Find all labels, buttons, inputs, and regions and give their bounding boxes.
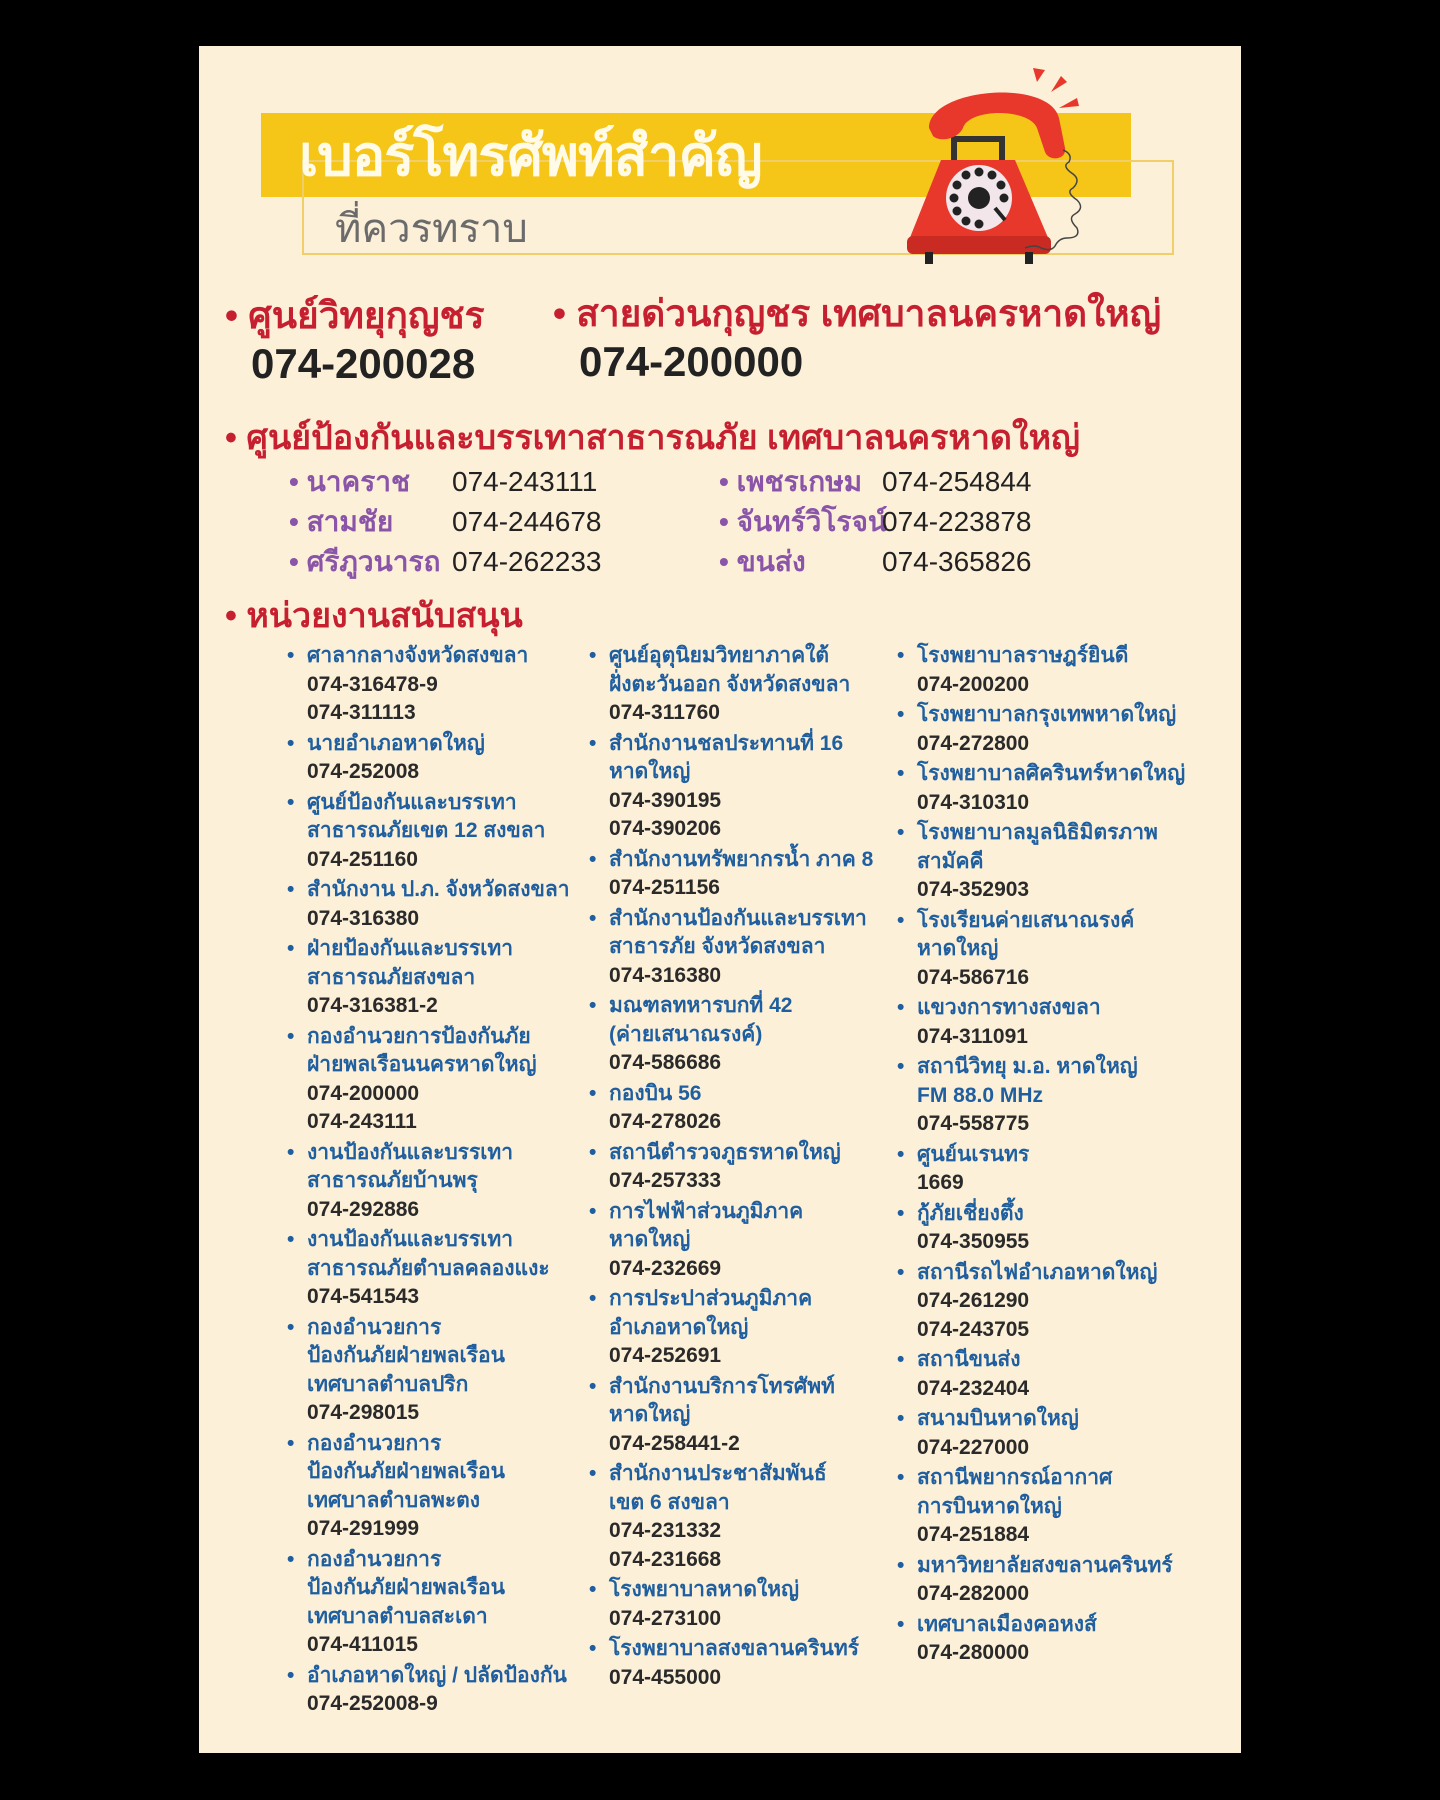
unit-name-line: • งานป้องกันและบรรเทา bbox=[307, 1228, 514, 1251]
unit-name-line: • โรงพยาบาลสงขลานครินทร์ bbox=[609, 1637, 859, 1660]
disaster-center-title: • ศูนย์ป้องกันและบรรเทาสาธารณภัย เทศบาลนครหาดใหญ่ bbox=[225, 418, 1080, 458]
unit-phone-number[interactable]: 074-280000 bbox=[917, 1641, 1030, 1664]
unit-name bbox=[589, 1080, 889, 1109]
unit-name-line: ฝั่งตะวันออก จังหวัดสงขลา bbox=[609, 672, 851, 696]
branch-name: • สามชัย bbox=[289, 502, 452, 542]
support-column-2 bbox=[589, 642, 889, 1694]
unit-phone-number[interactable]: 074-273100 bbox=[609, 1606, 722, 1630]
support-unit-item bbox=[897, 819, 1197, 905]
support-units-title: • หน่วยงานสนับสนุน bbox=[225, 596, 523, 636]
unit-name bbox=[897, 907, 1197, 964]
unit-name-line: • กองอำนวยการ bbox=[307, 1315, 442, 1339]
support-unit-item bbox=[287, 1226, 587, 1312]
unit-name-line: หาดใหญ่ bbox=[609, 1228, 691, 1251]
unit-name bbox=[287, 935, 587, 992]
unit-phone-number[interactable]: 074-352903 bbox=[917, 878, 1030, 901]
unit-phone-number[interactable]: 074-231332 bbox=[609, 1519, 722, 1542]
unit-name-line: หาดใหญ่ bbox=[609, 760, 691, 783]
unit-name-line: หาดใหญ่ bbox=[609, 1403, 691, 1426]
unit-phone-number[interactable]: 074-390195 bbox=[609, 788, 722, 812]
unit-phone-number[interactable]: 074-252008-9 bbox=[307, 1692, 438, 1715]
unit-name bbox=[287, 1430, 587, 1516]
unit-name-line: • โรงพยาบาลมูลนิธิมิตรภาพ bbox=[917, 821, 1158, 844]
unit-name bbox=[897, 1200, 1197, 1229]
unit-name bbox=[589, 1635, 889, 1664]
unit-name-line: • งานป้องกันและบรรเทา bbox=[307, 1140, 514, 1164]
unit-name-line: • แขวงการทางสงขลา bbox=[917, 996, 1101, 1019]
unit-name-line: เทศบาลตำบลสะเดา bbox=[307, 1604, 488, 1628]
branch-sriphuwanart bbox=[289, 542, 601, 582]
unit-name bbox=[589, 1198, 889, 1255]
unit-name-line: • สถานีรถไฟอำเภอหาดใหญ่ bbox=[917, 1260, 1158, 1284]
branch-number[interactable]: 074-223878 bbox=[882, 506, 1032, 537]
hotline-number[interactable]: 074-200028 bbox=[251, 340, 476, 387]
unit-phone-number[interactable]: 074-311760 bbox=[609, 701, 720, 724]
unit-phone-number[interactable]: 074-316380 bbox=[307, 906, 420, 930]
unit-name-line: • ศูนย์ป้องกันและบรรเทา bbox=[307, 790, 517, 814]
branch-name: • ขนส่ง bbox=[719, 542, 882, 582]
support-unit-item bbox=[287, 642, 587, 728]
unit-name bbox=[897, 1346, 1197, 1375]
support-unit-item bbox=[589, 1139, 889, 1196]
support-column-1 bbox=[287, 642, 587, 1721]
unit-name-line: สาธารณภัยบ้านพรุ bbox=[307, 1169, 478, 1192]
unit-name-line: • กู้ภัยเชี่ยงตึ้ง bbox=[917, 1201, 1024, 1225]
unit-name-line: สาธารณภัยสงขลา bbox=[307, 965, 476, 989]
branch-number[interactable]: 074-244678 bbox=[452, 506, 602, 537]
support-unit-item bbox=[897, 1053, 1197, 1139]
support-unit-item bbox=[897, 1346, 1197, 1403]
unit-name-line: FM 88.0 MHz bbox=[917, 1083, 1044, 1107]
unit-phone-number[interactable]: 074-291999 bbox=[307, 1517, 420, 1540]
hotline-radio-center bbox=[225, 294, 484, 390]
unit-phone-number[interactable]: 074-316381-2 bbox=[307, 994, 438, 1017]
support-unit-item bbox=[287, 876, 587, 933]
unit-phone-number[interactable]: 074-558775 bbox=[917, 1112, 1030, 1135]
support-unit-item bbox=[287, 1430, 587, 1544]
unit-phone-number[interactable]: 074-390206 bbox=[609, 817, 722, 840]
unit-phone-number[interactable]: 074-316380 bbox=[609, 963, 722, 987]
support-unit-item bbox=[287, 1023, 587, 1137]
unit-phone-number[interactable]: 074-227000 bbox=[917, 1435, 1030, 1459]
page-subtitle: ที่ควรทราบ bbox=[335, 207, 528, 251]
support-unit-item bbox=[589, 1080, 889, 1137]
unit-name-line: • อำเภอหาดใหญ่ / ปลัดป้องกัน bbox=[307, 1663, 567, 1687]
support-unit-item bbox=[287, 1546, 587, 1660]
support-unit-item bbox=[589, 1460, 889, 1574]
unit-name-line: (ค่ายเสนาณรงค์) bbox=[609, 1022, 763, 1046]
unit-phone-number[interactable]: 074-282000 bbox=[917, 1582, 1030, 1605]
unit-phone-number[interactable]: 074-243111 bbox=[307, 1110, 417, 1133]
support-unit-item bbox=[897, 1259, 1197, 1345]
unit-phone-number[interactable]: 074-586686 bbox=[609, 1051, 722, 1074]
support-unit-item bbox=[897, 994, 1197, 1051]
unit-phone-number[interactable]: 074-200200 bbox=[917, 672, 1030, 696]
branch-number[interactable]: 074-254844 bbox=[882, 466, 1032, 497]
support-unit-item bbox=[287, 1139, 587, 1225]
unit-name-line: • การไฟฟ้าส่วนภูมิภาค bbox=[609, 1199, 804, 1223]
rotary-telephone-icon bbox=[899, 68, 1129, 278]
unit-phone-number[interactable]: 074-292886 bbox=[307, 1197, 420, 1221]
unit-name bbox=[897, 1611, 1197, 1640]
support-unit-item bbox=[897, 642, 1197, 699]
unit-name-line: • โรงพยาบาลหาดใหญ่ bbox=[609, 1578, 800, 1601]
hotline-label: • ศูนย์วิทยุกุญชร bbox=[225, 294, 484, 338]
unit-name-line: • สำนักงานชลประทานที่ 16 bbox=[609, 731, 844, 755]
unit-name-line: เขต 6 สงขลา bbox=[609, 1490, 730, 1514]
unit-name bbox=[589, 992, 889, 1049]
unit-phone-number[interactable]: 074-311091 bbox=[917, 1024, 1028, 1048]
support-unit-item bbox=[897, 701, 1197, 758]
unit-name-line: สาธารภัย จังหวัดสงขลา bbox=[609, 935, 826, 958]
unit-name-line: ป้องกันภัยฝ่ายพลเรือน bbox=[307, 1460, 505, 1483]
support-unit-item bbox=[589, 1576, 889, 1633]
unit-name-line: • โรงพยาบาลราษฎร์ยินดี bbox=[917, 644, 1129, 667]
unit-name-line: การบินหาดใหญ่ bbox=[917, 1494, 1062, 1518]
unit-name bbox=[897, 1053, 1197, 1110]
emergency-numbers-poster bbox=[199, 46, 1241, 1753]
branch-samchai bbox=[289, 502, 601, 542]
unit-name-line: เทศบาลตำบลพะตง bbox=[307, 1488, 480, 1512]
unit-phone-number[interactable]: 074-232669 bbox=[609, 1256, 722, 1280]
branch-name: • ศรีภูวนารถ bbox=[289, 542, 452, 582]
unit-name bbox=[897, 1552, 1197, 1581]
hotline-kunchon-municipality bbox=[553, 292, 1161, 388]
unit-name bbox=[897, 760, 1197, 789]
unit-name-line: ป้องกันภัยฝ่ายพลเรือน bbox=[307, 1344, 505, 1367]
support-unit-item bbox=[589, 642, 889, 728]
unit-name-line: • สนามบินหาดใหญ่ bbox=[917, 1407, 1079, 1430]
unit-name bbox=[897, 1405, 1197, 1434]
unit-name-line: สาธารณภัยตำบลคลองแงะ bbox=[307, 1256, 550, 1280]
support-unit-item bbox=[589, 846, 889, 903]
support-unit-item bbox=[897, 907, 1197, 993]
unit-name-line: ป้องกันภัยฝ่ายพลเรือน bbox=[307, 1576, 505, 1599]
support-unit-item bbox=[589, 1198, 889, 1284]
support-unit-item bbox=[287, 1662, 587, 1719]
unit-name bbox=[589, 1576, 889, 1605]
unit-name bbox=[897, 642, 1197, 671]
hotline-label: • สายด่วนกุญชร เทศบาลนครหาดใหญ่ bbox=[553, 292, 1161, 336]
unit-name bbox=[287, 1546, 587, 1632]
hotline-number[interactable]: 074-200000 bbox=[579, 338, 804, 385]
support-unit-item bbox=[897, 760, 1197, 817]
unit-name bbox=[287, 1139, 587, 1196]
branch-number[interactable]: 074-262233 bbox=[452, 546, 602, 577]
unit-name bbox=[287, 789, 587, 846]
unit-name bbox=[897, 1464, 1197, 1521]
unit-name bbox=[589, 905, 889, 962]
unit-phone-number[interactable]: 074-311113 bbox=[307, 701, 416, 724]
unit-name-line: • กองบิน 56 bbox=[609, 1081, 702, 1105]
support-unit-item bbox=[897, 1141, 1197, 1198]
unit-phone-number[interactable]: 1669 bbox=[917, 1171, 964, 1194]
unit-name bbox=[287, 876, 587, 905]
unit-phone-number[interactable]: 074-541543 bbox=[307, 1285, 420, 1308]
unit-name bbox=[589, 846, 889, 875]
unit-name-line: • โรงพยาบาลกรุงเทพหาดใหญ่ bbox=[917, 703, 1177, 726]
unit-name-line: หาดใหญ่ bbox=[917, 937, 999, 960]
unit-phone-number[interactable]: 074-251160 bbox=[307, 847, 418, 871]
support-unit-item bbox=[287, 1314, 587, 1428]
unit-name bbox=[287, 1226, 587, 1283]
support-unit-item bbox=[287, 789, 587, 875]
branch-name: • นาคราช bbox=[289, 462, 452, 502]
unit-phone-number[interactable]: 074-272800 bbox=[917, 731, 1030, 755]
branch-phetkasem bbox=[719, 462, 1031, 502]
unit-name bbox=[287, 730, 587, 759]
unit-name bbox=[589, 1373, 889, 1430]
support-unit-item bbox=[897, 1200, 1197, 1257]
support-unit-item bbox=[897, 1611, 1197, 1668]
branch-chanwiroj bbox=[719, 502, 1031, 542]
support-unit-item bbox=[897, 1464, 1197, 1550]
unit-name-line: • สำนักงานป้องกันและบรรเทา bbox=[609, 906, 867, 930]
unit-name bbox=[589, 1460, 889, 1517]
support-unit-item bbox=[589, 730, 889, 844]
unit-name bbox=[897, 994, 1197, 1023]
unit-phone-number[interactable]: 074-258441-2 bbox=[609, 1431, 740, 1455]
unit-phone-number[interactable]: 074-251884 bbox=[917, 1523, 1030, 1546]
unit-name bbox=[589, 1285, 889, 1342]
branch-name: • จันทร์วิโรจน์ bbox=[719, 502, 882, 542]
unit-name bbox=[287, 1662, 587, 1691]
unit-name-line: เทศบาลตำบลปริก bbox=[307, 1372, 469, 1396]
page-title: เบอร์โทรศัพท์สำคัญ bbox=[299, 124, 762, 187]
unit-phone-number[interactable]: 074-251156 bbox=[609, 876, 720, 899]
unit-name bbox=[589, 1139, 889, 1168]
unit-phone-number[interactable]: 074-310310 bbox=[917, 790, 1030, 814]
unit-name bbox=[589, 642, 889, 699]
support-unit-item bbox=[897, 1552, 1197, 1609]
unit-phone-number[interactable]: 074-350955 bbox=[917, 1230, 1030, 1253]
unit-name-line: • เทศบาลเมืองคอหงส์ bbox=[917, 1612, 1097, 1636]
unit-phone-number[interactable]: 074-298015 bbox=[307, 1401, 420, 1424]
unit-name bbox=[287, 1314, 587, 1400]
unit-phone-number[interactable]: 074-455000 bbox=[609, 1665, 722, 1689]
unit-name-line: • สถานีตำรวจภูธรหาดใหญ่ bbox=[609, 1140, 841, 1164]
unit-name-line: • สำนักงานทรัพยากรน้ำ ภาค 8 bbox=[609, 847, 874, 871]
support-unit-item bbox=[589, 1373, 889, 1459]
unit-name-line: • สถานีวิทยุ ม.อ. หาดใหญ่ bbox=[917, 1055, 1138, 1078]
unit-name-line: ฝ่ายพลเรือนนครหาดใหญ่ bbox=[307, 1053, 537, 1076]
unit-name-line: สาธารณภัยเขต 12 สงขลา bbox=[307, 819, 546, 842]
unit-name bbox=[897, 1141, 1197, 1170]
unit-name-line: • กองอำนวยการป้องกันภัย bbox=[307, 1024, 531, 1048]
unit-phone-number[interactable]: 074-316478-9 bbox=[307, 672, 438, 696]
branch-number[interactable]: 074-243111 bbox=[452, 466, 598, 497]
unit-name-line: • สถานีพยากรณ์อากาศ bbox=[917, 1466, 1113, 1489]
unit-name-line: • โรงเรียนค่ายเสนาณรงค์ bbox=[917, 908, 1135, 932]
unit-name bbox=[897, 1259, 1197, 1288]
unit-phone-number[interactable]: 074-411015 bbox=[307, 1633, 418, 1656]
unit-name-line: สามัคคี bbox=[917, 849, 984, 873]
unit-name-line: • มณฑลทหารบกที่ 42 bbox=[609, 994, 793, 1017]
unit-phone-number[interactable]: 074-232404 bbox=[917, 1376, 1030, 1400]
unit-name-line: • สำนักงาน ป.ภ. จังหวัดสงขลา bbox=[307, 878, 570, 901]
branch-nakarat bbox=[289, 462, 597, 502]
unit-phone-number[interactable]: 074-261290 bbox=[917, 1289, 1030, 1312]
unit-phone-number[interactable]: 074-252008 bbox=[307, 760, 420, 783]
unit-name-line: • ฝ่ายป้องกันและบรรเทา bbox=[307, 937, 514, 960]
unit-name-line: • สำนักงานบริการโทรศัพท์ bbox=[609, 1374, 835, 1398]
unit-phone-number[interactable]: 074-586716 bbox=[917, 965, 1030, 989]
unit-name-line: • สถานีขนส่ง bbox=[917, 1348, 1021, 1371]
unit-phone-number[interactable]: 074-231668 bbox=[609, 1547, 722, 1571]
unit-name bbox=[287, 1023, 587, 1080]
unit-name-line: • การประปาส่วนภูมิภาค bbox=[609, 1287, 813, 1310]
unit-name-line: • ศูนย์นเรนทร bbox=[917, 1142, 1030, 1166]
unit-phone-number[interactable]: 074-252691 bbox=[609, 1344, 722, 1367]
unit-phone-number[interactable]: 074-200000 bbox=[307, 1081, 420, 1105]
unit-name bbox=[287, 642, 587, 671]
unit-name-line: อำเภอหาดใหญ่ bbox=[609, 1315, 749, 1339]
branch-name: • เพชรเกษม bbox=[719, 462, 882, 502]
unit-name-line: • ศูนย์อุตุนิยมวิทยาภาคใต้ bbox=[609, 644, 830, 667]
branch-khonsong bbox=[719, 542, 1031, 582]
unit-name-line: • โรงพยาบาลศิครินทร์หาดใหญ่ bbox=[917, 762, 1186, 785]
unit-name bbox=[897, 819, 1197, 876]
support-unit-item bbox=[287, 730, 587, 787]
support-unit-item bbox=[589, 992, 889, 1078]
unit-name-line: • มหาวิทยาลัยสงขลานครินทร์ bbox=[917, 1553, 1173, 1577]
support-unit-item bbox=[589, 905, 889, 991]
unit-name bbox=[589, 730, 889, 787]
unit-phone-number[interactable]: 074-257333 bbox=[609, 1169, 722, 1192]
unit-name-line: • กองอำนวยการ bbox=[307, 1547, 442, 1571]
support-unit-item bbox=[589, 1635, 889, 1692]
unit-name bbox=[897, 701, 1197, 730]
support-column-3 bbox=[897, 642, 1197, 1670]
support-unit-item bbox=[897, 1405, 1197, 1462]
unit-phone-number[interactable]: 074-243705 bbox=[917, 1317, 1030, 1341]
support-unit-item bbox=[287, 935, 587, 1021]
unit-phone-number[interactable]: 074-278026 bbox=[609, 1110, 722, 1133]
unit-name-line: • นายอำเภอหาดใหญ่ bbox=[307, 731, 485, 755]
unit-name-line: • กองอำนวยการ bbox=[307, 1431, 442, 1455]
support-unit-item bbox=[589, 1285, 889, 1371]
unit-name-line: • สำนักงานประชาสัมพันธ์ bbox=[609, 1462, 827, 1485]
unit-name-line: • ศาลากลางจังหวัดสงขลา bbox=[307, 644, 529, 667]
branch-number[interactable]: 074-365826 bbox=[882, 546, 1032, 577]
